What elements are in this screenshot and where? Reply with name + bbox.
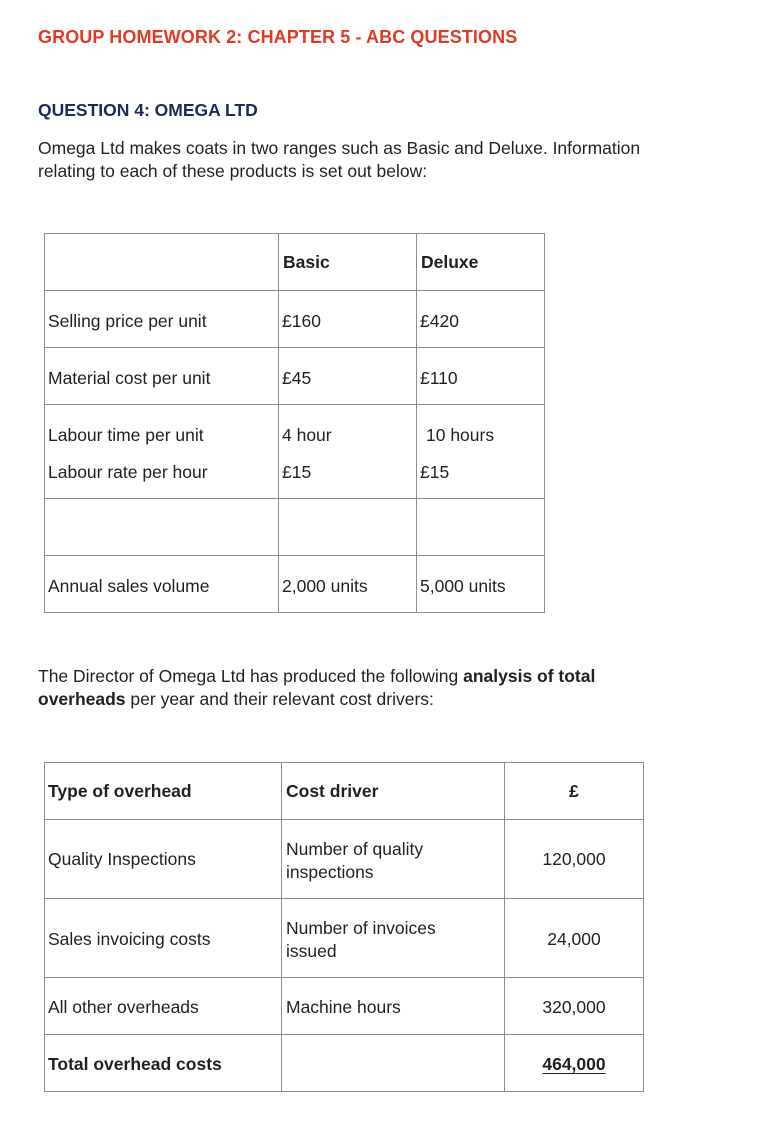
table-rule xyxy=(44,819,644,820)
basic-value: 4 hour xyxy=(282,425,332,445)
overhead-amount: 320,000 xyxy=(542,997,606,1017)
cost-driver: Machine hours xyxy=(286,997,401,1017)
overhead-amount: 120,000 xyxy=(542,849,606,869)
basic-value: 2,000 units xyxy=(282,576,368,596)
header-type: Type of overhead xyxy=(48,781,192,801)
analysis-text: per year and their relevant cost drivers: xyxy=(125,689,434,709)
table-rule xyxy=(504,762,505,1092)
question-title: QUESTION 4: OMEGA LTD xyxy=(38,100,258,120)
deluxe-value: 10 hours xyxy=(426,425,495,445)
table-rule xyxy=(643,762,644,1092)
overhead-type: Quality Inspections xyxy=(48,849,196,869)
row-label: Labour rate per hour xyxy=(48,462,208,482)
table-rule xyxy=(44,898,644,899)
table-rule xyxy=(281,762,282,1092)
table-rule xyxy=(44,290,545,291)
analysis-bold: analysis of total xyxy=(463,666,596,686)
header-driver: Cost driver xyxy=(286,781,379,801)
row-label: Annual sales volume xyxy=(48,576,210,596)
table-rule xyxy=(416,233,417,613)
table-rule xyxy=(544,233,545,613)
overhead-type: Sales invoicing costs xyxy=(48,929,211,949)
total-label: Total overhead costs xyxy=(48,1054,222,1074)
intro-line-1: Omega Ltd makes coats in two ranges such as Basic and Deluxe. Information xyxy=(38,138,641,158)
cost-driver xyxy=(286,838,423,884)
header-basic: Basic xyxy=(283,252,330,272)
table-rule xyxy=(44,1034,644,1035)
cost-driver-line: Number of invoices xyxy=(286,918,436,938)
row-label: Labour time per unit xyxy=(48,425,204,445)
table-rule xyxy=(44,233,545,234)
table-rule xyxy=(44,555,545,556)
table-rule xyxy=(44,347,545,348)
overhead-amount: 24,000 xyxy=(547,929,601,949)
deluxe-value: £420 xyxy=(420,311,459,331)
table-rule xyxy=(44,498,545,499)
row-label: Material cost per unit xyxy=(48,368,211,388)
table-rule xyxy=(44,233,45,613)
header-amount: £ xyxy=(569,781,579,801)
document-title: GROUP HOMEWORK 2: CHAPTER 5 - ABC QUESTIONS xyxy=(38,27,518,47)
table-rule xyxy=(44,612,545,613)
total-amount: 464,000 xyxy=(542,1054,606,1074)
table-rule xyxy=(44,762,644,763)
deluxe-value: £110 xyxy=(420,368,458,388)
overhead-type: All other overheads xyxy=(48,997,199,1017)
cost-driver-line: Number of quality xyxy=(286,839,424,859)
analysis-paragraph xyxy=(38,665,738,711)
analysis-text: The Director of Omega Ltd has produced the following xyxy=(38,666,464,686)
table-rule xyxy=(44,977,644,978)
basic-value: £45 xyxy=(282,368,312,388)
basic-value: £160 xyxy=(282,311,321,331)
intro-line-2: relating to each of these products is set out below: xyxy=(38,161,428,181)
cost-driver-line: issued xyxy=(286,941,337,961)
table-rule xyxy=(278,233,279,613)
cost-driver-line: inspections xyxy=(286,862,374,882)
deluxe-value: 5,000 units xyxy=(420,576,506,596)
basic-value: £15 xyxy=(282,462,312,482)
table-rule xyxy=(44,762,45,1092)
intro-paragraph xyxy=(38,137,738,183)
table-rule xyxy=(44,1091,644,1092)
deluxe-value: £15 xyxy=(420,462,450,482)
cost-driver xyxy=(286,917,436,963)
header-deluxe: Deluxe xyxy=(421,252,479,272)
table-rule xyxy=(44,404,545,405)
row-label: Selling price per unit xyxy=(48,311,207,331)
analysis-bold: overheads xyxy=(38,689,126,709)
